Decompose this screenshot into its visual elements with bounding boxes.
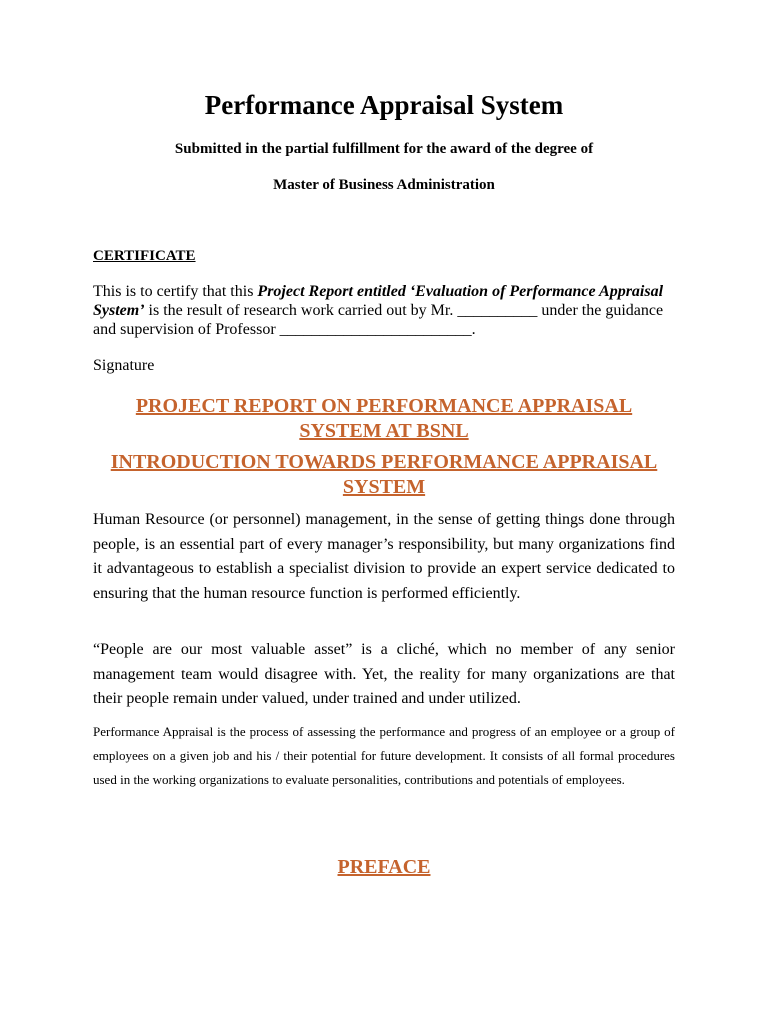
- paragraph-hr-management: Human Resource (or personnel) management, in the sense of getting things done through people, is an essential part of every manager’s responsibility, but many organizations find it advantageous to establish a specialist division to provide an expert service dedicated to ensuring that the human resource function is performed efficiently.: [93, 511, 675, 602]
- certificate-heading: CERTIFICATE: [93, 248, 196, 264]
- signature-label: Signature: [93, 357, 155, 374]
- preface-heading: PREFACE: [337, 856, 431, 878]
- introduction-heading: INTRODUCTION TOWARDS PERFORMANCE APPRAISAL SYSTEM: [110, 451, 658, 498]
- degree-line: Master of Business Administration: [273, 177, 495, 193]
- paragraph-valuable-asset: “People are our most valuable asset” is a cliché, which no member of any senior management team would disagree with. Yet, the reality for many organizations are that their people remain under valued, under trained and under utilized.: [93, 641, 675, 707]
- certificate-text-rest: is the result of research work carried out by Mr. __________ under the guidance and supervision of Professor ________________________.: [93, 302, 664, 338]
- certificate-text-intro: This is to certify that this: [93, 283, 258, 300]
- paragraph-appraisal-definition: Performance Appraisal is the process of assessing the performance and progress of an employee or a group of employees on a given job and his / their potential for future development. It consists of all formal procedures used in the working organizations to evaluate personalities, contributions and potentials of employees.: [93, 724, 675, 787]
- document-title: Performance Appraisal System: [204, 90, 564, 120]
- certificate-text: [93, 282, 683, 339]
- certificate-text-emphasis: Project Report entitled ‘Evaluation of Performance Appraisal System’: [93, 283, 664, 319]
- project-report-heading: PROJECT REPORT ON PERFORMANCE APPRAISAL SYSTEM AT BSNL: [135, 395, 633, 442]
- submission-line: Submitted in the partial fulfillment for the award of the degree of: [174, 141, 594, 157]
